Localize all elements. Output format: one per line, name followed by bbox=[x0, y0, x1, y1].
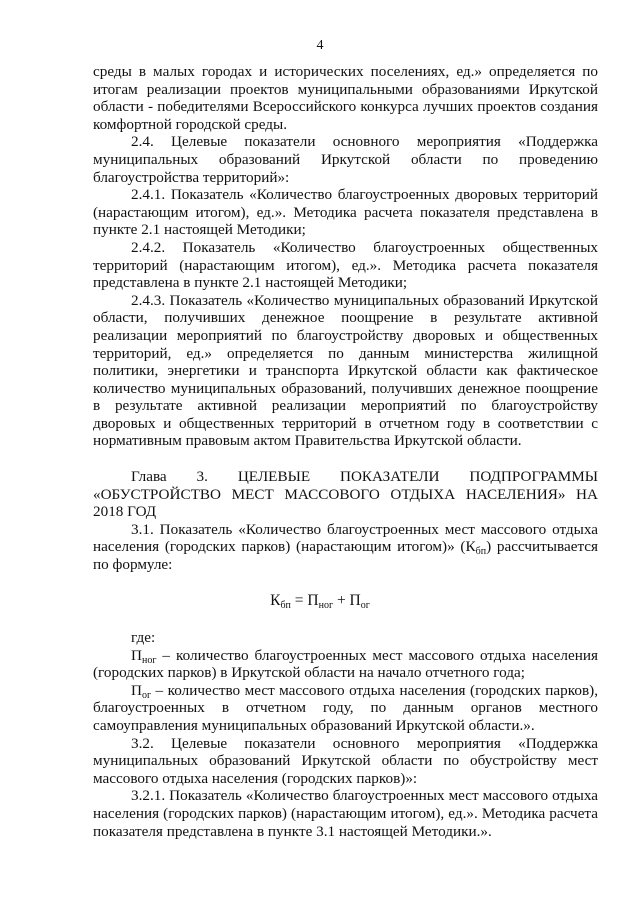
formula-lhs-sub: бп bbox=[280, 600, 291, 611]
definition-p-og-text: – количество мест массового отдыха населения (городских парков), благоустроенных в отчетном году, по данным органов местного самоуправления муниципальных образований Иркутской области.». bbox=[93, 681, 598, 734]
formula-term1-sub: ног bbox=[318, 600, 334, 611]
formula-eq: = П bbox=[290, 592, 319, 609]
paragraph-continuation: среды в малых городах и исторических поселениях, ед.» определяется по итогам реализации проектов муниципальными образованиями Иркутской области - победителями Всероссийского конкурса лучших проектов создания комфортной городской среды. bbox=[93, 63, 598, 133]
definition-p-nog bbox=[93, 647, 598, 682]
paragraph-2-4-2: 2.4.2. Показатель «Количество благоустроенных общественных территорий (нарастающим итогом), ед.». Методика расчета показателя представлена в пункте 2.1 настоящей Методики; bbox=[93, 238, 598, 292]
section-2-4-block bbox=[93, 63, 598, 450]
definition-p-nog-sub: ног bbox=[141, 654, 157, 666]
paragraph-3-2: 3.2. Целевые показатели основного мероприятия «Поддержка муниципальных образований Иркутской области по обустройству мест массового отдыха населения (городских парков)»: bbox=[93, 734, 598, 787]
paragraph-3-1-text-b: ) рассчитывается по формуле: bbox=[93, 538, 598, 573]
paragraph-2-4: 2.4. Целевые показатели основного мероприятия «Поддержка муниципальных образований Иркутской области по проведению благоустройства территорий»: bbox=[93, 133, 598, 186]
chapter-3-block bbox=[93, 468, 598, 574]
paragraph-2-4-1: 2.4.1. Показатель «Количество благоустроенных дворовых территорий (нарастающим итогом), ед.». Методика расчета показателя представлена в пункте 2.1 настоящей Методики; bbox=[93, 186, 598, 239]
definitions-block bbox=[93, 629, 598, 840]
definition-p-nog-symbol: П bbox=[131, 646, 142, 664]
definition-p-og-sub: ог bbox=[141, 689, 152, 701]
formula-term2-sub: ог bbox=[360, 600, 370, 611]
paragraph-3-1-text-a: 3.1. Показатель «Количество благоустроенных мест массового отдыха населения (городских парков) (нарастающим итогом)» (К bbox=[93, 520, 598, 556]
paragraph-3-1 bbox=[93, 521, 598, 574]
formula-lhs: К bbox=[270, 592, 281, 609]
where-label: где: bbox=[131, 629, 156, 646]
paragraph-3-2-1: 3.2.1. Показатель «Количество благоустроенных мест массового отдыха населения (городских парков) (нарастающим итогом), ед.». Методика расчета показателя представлена в пункте 3.1 настоящей Методики.». bbox=[93, 787, 598, 840]
definition-p-nog-text: – количество благоустроенных мест массового отдыха населения (городских парков) в Иркутской области на начало отчетного года; bbox=[93, 646, 598, 682]
chapter-heading: Глава 3. ЦЕЛЕВЫЕ ПОКАЗАТЕЛИ ПОДПРОГРАММЫ «ОБУСТРОЙСТВО МЕСТ МАССОВОГО ОТДЫХА НАСЕЛЕНИЯ» НА 2018 ГОД bbox=[93, 468, 598, 521]
paragraph-2-4-3: 2.4.3. Показатель «Количество муниципальных образований Иркутской области, получивших денежное поощрение в результате активной реализации мероприятий по благоустройству дворовых и общественных территорий, ед.» определяется по данным министерства жилищной политики, энергетики и транспорта Иркутской области как фактическое количество муниципальных образований, получивших денежное поощрение в результате активной реализации мероприятий по благоустройству дворовых и общественных территорий в отчетном году в соответствии с нормативным правовым актом Правительства Иркутской области. bbox=[93, 291, 598, 450]
page-number: 4 bbox=[316, 38, 324, 53]
definition-p-og-symbol: П bbox=[131, 681, 142, 699]
formula bbox=[0, 592, 640, 610]
definition-p-og bbox=[93, 682, 598, 735]
formula-plus: + П bbox=[333, 592, 361, 609]
paragraph-3-1-subscript: бп bbox=[475, 546, 487, 558]
